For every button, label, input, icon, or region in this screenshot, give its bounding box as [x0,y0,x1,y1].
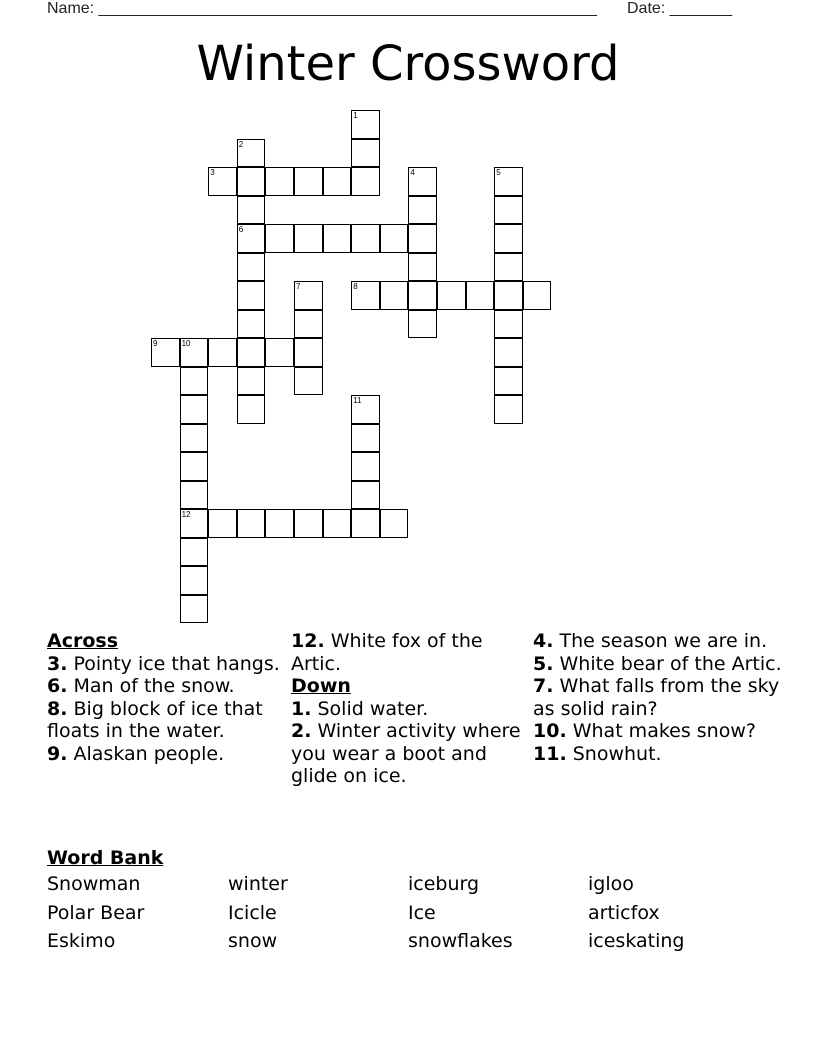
grid-cell[interactable] [408,224,437,253]
grid-cell[interactable] [237,509,266,538]
grid-cell[interactable] [180,481,209,510]
word-bank-item: igloo [588,873,634,895]
grid-cell[interactable] [351,424,380,453]
word-bank-item: Snowman [47,873,141,895]
grid-cell[interactable] [466,281,495,310]
grid-cell[interactable] [151,338,180,367]
grid-cell[interactable] [494,196,523,225]
grid-cell[interactable] [180,424,209,453]
clue-across-8: 8. Big block of ice that floats in the water. [47,697,263,742]
clue-number: 12 [181,510,191,519]
grid-cell[interactable] [294,310,323,339]
clue-number: 11 [353,396,362,405]
clue-number: 4 [410,168,415,177]
grid-cell[interactable] [380,509,409,538]
grid-cell[interactable] [351,509,380,538]
clue-down-10: 10. What makes snow? [533,720,756,742]
grid-cell[interactable] [408,310,437,339]
clue-down-2: 2. Winter activity where you wear a boot and glide on ice. [291,720,521,787]
grid-cell[interactable] [494,310,523,339]
grid-cell[interactable] [294,167,323,196]
grid-cell[interactable] [351,281,380,310]
grid-cell[interactable] [494,253,523,282]
grid-cell[interactable] [494,167,523,196]
grid-cell[interactable] [208,338,237,367]
clue-number: 2 [238,139,244,149]
clue-down-4: 4. The season we are in. [533,630,768,652]
page-title: Winter Crossword [196,36,620,92]
grid-cell[interactable] [294,281,323,310]
grid-cell[interactable] [323,224,352,253]
name-field: Name: ________________________________________________________ [47,0,597,17]
grid-cell[interactable] [494,281,523,310]
grid-cell[interactable] [351,395,380,424]
grid-cell[interactable] [180,452,209,481]
word-bank-item: Eskimo [47,930,116,952]
word-bank-item: articfox [588,902,660,924]
word-bank-item: winter [228,873,288,895]
clue-across-6: 6. Man of the snow. [47,675,235,697]
grid-cell[interactable] [237,338,266,367]
word-bank-item: iceburg [408,873,480,895]
clue-number: 6 [238,225,244,234]
grid-cell[interactable] [180,338,209,367]
word-bank-item: snow [228,930,278,952]
grid-cell[interactable] [408,196,437,225]
grid-cell[interactable] [294,367,323,396]
grid-cell[interactable] [294,224,323,253]
word-bank-item: snowflakes [408,930,513,952]
clue-across-3: 3. Pointy ice that hangs. [47,652,280,675]
grid-cell[interactable] [351,481,380,510]
grid-cell[interactable] [351,224,380,253]
grid-cell[interactable] [294,509,323,538]
grid-cell[interactable] [323,167,352,196]
clues-column-1 [47,630,287,765]
clue-number: 9 [153,339,158,348]
grid-cell[interactable] [180,509,209,538]
grid-cell[interactable] [494,367,523,396]
grid-cell[interactable] [265,167,294,196]
word-bank-item: Icicle [228,902,277,924]
grid-cell[interactable] [180,566,209,595]
grid-cell[interactable] [237,139,266,168]
grid-cell[interactable] [351,110,380,139]
clue-down-1: 1. Solid water. [291,697,429,720]
clue-number: 3 [210,168,215,177]
clue-across-12: 12. White fox of the Artic. [291,630,483,675]
clue-number: 8 [353,282,358,291]
word-bank-title: Word Bank [47,847,164,869]
grid-cell[interactable] [408,281,437,310]
word-bank-item: Polar Bear [47,902,145,924]
clue-across-9: 9. Alaskan people. [47,742,225,765]
clues-column-2 [291,630,531,788]
grid-cell[interactable] [351,139,380,168]
grid-cell[interactable] [351,167,380,196]
word-bank-item: iceskating [588,930,685,952]
grid-cell[interactable] [180,595,209,624]
grid-cell[interactable] [237,253,266,282]
clue-down-7: 7. What falls from the sky as solid rain? [533,675,780,720]
grid-cell[interactable] [265,509,294,538]
grid-cell[interactable] [494,395,523,424]
date-field: Date: _______ [627,0,732,17]
grid-cell[interactable] [437,281,466,310]
grid-cell[interactable] [237,224,266,253]
grid-cell[interactable] [237,281,266,310]
grid-cell[interactable] [208,509,237,538]
clue-down-5: 5. White bear of the Artic. [533,652,782,675]
grid-cell[interactable] [494,338,523,367]
grid-cell[interactable] [180,395,209,424]
clue-number: 10 [181,339,191,348]
clue-number: 7 [296,282,301,291]
clue-number: 1 [353,111,358,120]
grid-cell[interactable] [408,253,437,282]
grid-cell[interactable] [237,196,266,225]
grid-cell[interactable] [237,167,266,196]
clues-column-3 [533,630,783,765]
grid-cell[interactable] [380,281,409,310]
grid-cell[interactable] [380,224,409,253]
grid-cell[interactable] [294,338,323,367]
grid-cell[interactable] [494,224,523,253]
word-bank-item: Ice [408,902,436,924]
grid-cell[interactable] [180,367,209,396]
grid-cell[interactable] [265,224,294,253]
grid-cell[interactable] [237,310,266,339]
grid-cell[interactable] [237,367,266,396]
grid-cell[interactable] [408,167,437,196]
grid-cell[interactable] [351,452,380,481]
clue-number: 5 [496,168,501,177]
across-heading: Across [47,630,119,652]
grid-cell[interactable] [208,167,237,196]
grid-cell[interactable] [237,395,266,424]
grid-cell[interactable] [180,538,209,567]
grid-cell[interactable] [523,281,552,310]
clue-down-11: 11. Snowhut. [533,742,662,765]
down-heading: Down [291,675,351,697]
grid-cell[interactable] [265,338,294,367]
grid-cell[interactable] [323,509,352,538]
